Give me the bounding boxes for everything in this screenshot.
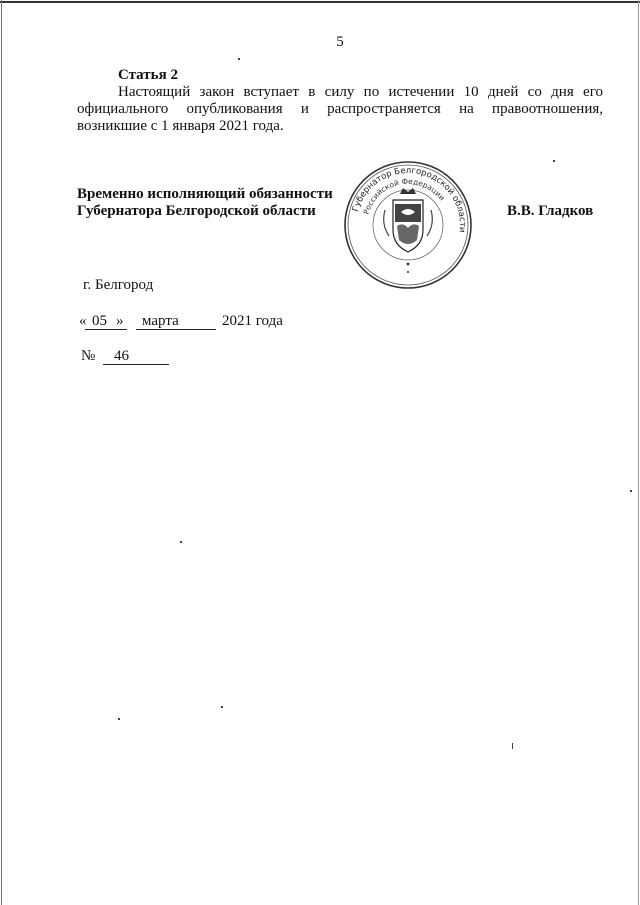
date-open-quote: « bbox=[79, 313, 87, 329]
scan-border-left bbox=[1, 0, 2, 905]
scan-speck bbox=[221, 706, 223, 708]
document-number bbox=[81, 348, 201, 368]
article-text-line-1: Настоящий закон вступает в силу по истечении 10 дней со дня его bbox=[118, 84, 603, 100]
scan-speck bbox=[553, 160, 555, 162]
number-value: 46 bbox=[114, 348, 129, 364]
scan-speck bbox=[118, 718, 120, 720]
official-seal bbox=[343, 160, 473, 290]
scan-speck bbox=[630, 490, 632, 492]
date-day: 05 bbox=[92, 313, 107, 329]
number-sign: № bbox=[81, 348, 96, 364]
seal-outer-text: Губернатор Белгородской области bbox=[350, 165, 468, 233]
page-number: 5 bbox=[336, 34, 344, 50]
scan-speck bbox=[238, 58, 240, 60]
scan-border-top bbox=[0, 1, 640, 3]
article-text-line-3: возникшие с 1 января 2021 года. bbox=[77, 118, 284, 134]
date-month: марта bbox=[142, 313, 179, 329]
place-of-signing: г. Белгород bbox=[83, 277, 154, 293]
number-underline bbox=[103, 364, 169, 365]
signer-position-line-2: Губернатора Белгородской области bbox=[77, 203, 316, 219]
signer-name: В.В. Гладков bbox=[507, 203, 594, 219]
article-title: Статья 2 bbox=[118, 67, 178, 83]
scan-border-right bbox=[638, 0, 639, 905]
scan-speck bbox=[512, 743, 513, 749]
seal-inner-text: Российской Федерации bbox=[361, 176, 447, 216]
date-day-underline bbox=[85, 329, 127, 330]
signer-position-line-1: Временно исполняющий обязанности bbox=[77, 186, 333, 202]
signing-date bbox=[79, 313, 299, 333]
coat-of-arms-icon bbox=[384, 188, 433, 252]
article-text-line-2: официального опубликования и распространяется на правоотношения, bbox=[77, 101, 603, 117]
date-close-quote: » bbox=[116, 313, 124, 329]
date-year: 2021 года bbox=[222, 313, 283, 329]
date-month-underline bbox=[136, 329, 216, 330]
scan-speck bbox=[180, 541, 182, 543]
